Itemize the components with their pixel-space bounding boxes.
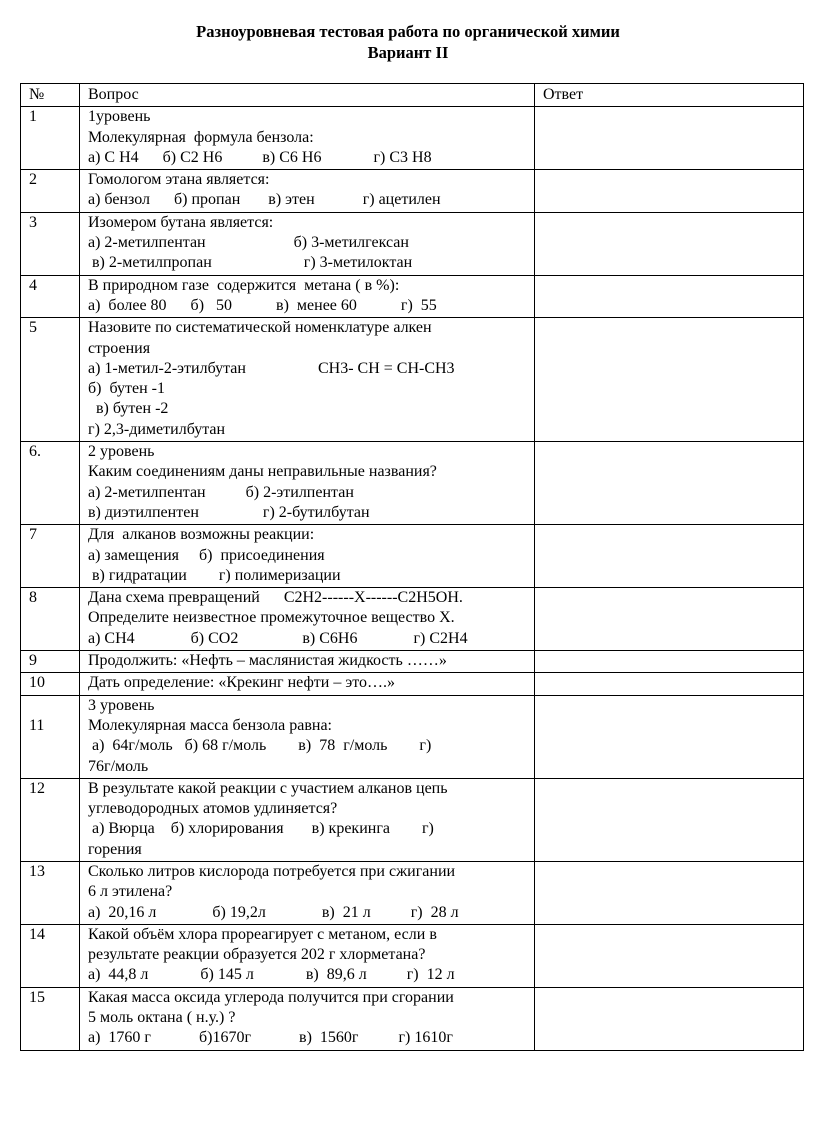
- table-row: [21, 275, 804, 318]
- column-header-answer: Ответ: [535, 84, 804, 107]
- answer-cell[interactable]: [535, 318, 804, 442]
- question-text: [80, 987, 535, 1050]
- table-row: [21, 861, 804, 924]
- question-line: углеводородных атомов удлиняется?: [88, 800, 338, 818]
- question-number: 7: [21, 525, 80, 588]
- table-row: [21, 924, 804, 987]
- question-text: [80, 651, 535, 673]
- answer-cell[interactable]: [535, 442, 804, 525]
- question-line: г) 2,3-диметилбутан: [88, 420, 226, 438]
- table-row: [21, 442, 804, 525]
- question-line: Дать определение: «Крекинг нефти – это….»: [88, 674, 396, 692]
- test-table: [20, 83, 804, 1051]
- question-line: 76г/моль: [88, 757, 149, 775]
- question-text: [80, 525, 535, 588]
- table-row: [21, 651, 804, 673]
- question-number: 2: [21, 170, 80, 213]
- question-line: а) более 80 б) 50 в) менее 60 г) 55: [88, 296, 437, 314]
- answer-cell[interactable]: [535, 778, 804, 861]
- question-line: а) 1-метил-2-этилбутан СН3- СН = СН-СН3: [88, 359, 455, 377]
- question-number: 15: [21, 987, 80, 1050]
- question-line: а) СН4 б) СО2 в) С6Н6 г) С2Н4: [88, 629, 468, 647]
- question-line: Определите неизвестное промежуточное вещество Х.: [88, 609, 455, 627]
- table-row: [21, 212, 804, 275]
- question-line: Каким соединениям даны неправильные названия?: [88, 463, 437, 481]
- question-line: а) 64г/моль б) 68 г/моль в) 78 г/моль г): [88, 737, 432, 755]
- question-number: 4: [21, 275, 80, 318]
- question-line: 6 л этилена?: [88, 883, 173, 901]
- question-line: Какой объём хлора прореагирует с метаном, если в: [88, 925, 437, 943]
- question-line: б) бутен -1: [88, 380, 165, 398]
- question-number: 5: [21, 318, 80, 442]
- question-number: 9: [21, 651, 80, 673]
- question-number: 13: [21, 861, 80, 924]
- question-text: [80, 673, 535, 695]
- question-number: 6.: [21, 442, 80, 525]
- question-line: Какая масса оксида углерода получится при сгорании: [88, 988, 454, 1006]
- answer-cell[interactable]: [535, 275, 804, 318]
- question-line: Дана схема превращений С2Н2------Х------С2Н5ОН.: [88, 589, 463, 607]
- variant-title: Вариант II: [367, 43, 449, 62]
- question-line: Молекулярная масса бензола равна:: [88, 716, 332, 734]
- question-line: Назовите по систематической номенклатуре алкен: [88, 319, 432, 337]
- question-line: а) С Н4 б) С2 Н6 в) С6 Н6 г) С3 Н8: [88, 148, 432, 166]
- question-line: горения: [88, 840, 142, 858]
- answer-cell[interactable]: [535, 924, 804, 987]
- question-number: 14: [21, 924, 80, 987]
- question-line: строения: [88, 339, 151, 357]
- question-line: Гомологом этана является:: [88, 171, 270, 189]
- question-line: а) 20,16 л б) 19,2л в) 21 л г) 28 л: [88, 903, 459, 921]
- question-line: в) диэтилпентен г) 2-бутилбутан: [88, 503, 370, 521]
- question-text: [80, 212, 535, 275]
- table-row: [21, 695, 804, 778]
- answer-cell[interactable]: [535, 673, 804, 695]
- answer-cell[interactable]: [535, 107, 804, 170]
- question-line: в) бутен -2: [88, 400, 169, 418]
- question-text: [80, 275, 535, 318]
- question-line: а) 1760 г б)1670г в) 1560г г) 1610г: [88, 1029, 453, 1047]
- question-text: [80, 924, 535, 987]
- question-line: а) бензол б) пропан в) этен г) ацетилен: [88, 191, 441, 209]
- question-line: а) Вюрца б) хлорирования в) крекинга г): [88, 820, 434, 838]
- answer-cell[interactable]: [535, 588, 804, 651]
- table-row: [21, 987, 804, 1050]
- question-number: 8: [21, 588, 80, 651]
- table-row: [21, 525, 804, 588]
- question-line: 5 моль октана ( н.у.) ?: [88, 1009, 236, 1027]
- table-row: [21, 673, 804, 695]
- question-line: а) 44,8 л б) 145 л в) 89,6 л г) 12 л: [88, 966, 455, 984]
- question-text: [80, 318, 535, 442]
- question-number: 10: [21, 673, 80, 695]
- question-text: [80, 695, 535, 778]
- table-row: [21, 318, 804, 442]
- question-text: [80, 442, 535, 525]
- document-title: Разноуровневая тестовая работа по органической химии: [196, 22, 620, 41]
- table-header-row: [21, 84, 804, 107]
- column-header-number: №: [21, 84, 80, 107]
- question-number: 3: [21, 212, 80, 275]
- question-line: а) замещения б) присоединения: [88, 546, 325, 564]
- question-line: Для алканов возможны реакции:: [88, 526, 315, 544]
- table-row: [21, 107, 804, 170]
- table-row: [21, 778, 804, 861]
- question-line: В результате какой реакции с участием алканов цепь: [88, 779, 448, 797]
- table-row: [21, 588, 804, 651]
- question-number: 1: [21, 107, 80, 170]
- question-line: в) гидратации г) полимеризации: [88, 566, 341, 584]
- answer-cell[interactable]: [535, 987, 804, 1050]
- question-line: 2 уровень: [88, 443, 155, 461]
- question-line: Молекулярная формула бензола:: [88, 128, 314, 146]
- answer-cell[interactable]: [535, 212, 804, 275]
- question-line: а) 2-метилпентан б) 3-метилгексан: [88, 234, 409, 252]
- question-text: [80, 170, 535, 213]
- table-row: [21, 170, 804, 213]
- question-line: 3 уровень: [88, 696, 155, 714]
- answer-cell[interactable]: [535, 651, 804, 673]
- question-line: Изомером бутана является:: [88, 213, 274, 231]
- question-line: В природном газе содержится метана ( в %):: [88, 276, 400, 294]
- question-text: [80, 588, 535, 651]
- question-text: [80, 778, 535, 861]
- question-line: Продолжить: «Нефть – маслянистая жидкость ……»: [88, 652, 447, 670]
- question-number: 12: [21, 778, 80, 861]
- question-line: 1уровень: [88, 108, 151, 126]
- question-text: [80, 861, 535, 924]
- answer-cell[interactable]: [535, 525, 804, 588]
- answer-cell[interactable]: [535, 861, 804, 924]
- question-line: в) 2-метилпропан г) 3-метилоктан: [88, 254, 413, 272]
- question-line: результате реакции образуется 202 г хлорметана?: [88, 946, 426, 964]
- column-header-question: Вопрос: [80, 84, 535, 107]
- question-line: а) 2-метилпентан б) 2-этилпентан: [88, 483, 354, 501]
- question-text: [80, 107, 535, 170]
- question-number: 11: [21, 695, 80, 778]
- answer-cell[interactable]: [535, 695, 804, 778]
- answer-cell[interactable]: [535, 170, 804, 213]
- question-line: Сколько литров кислорода потребуется при сжигании: [88, 862, 456, 880]
